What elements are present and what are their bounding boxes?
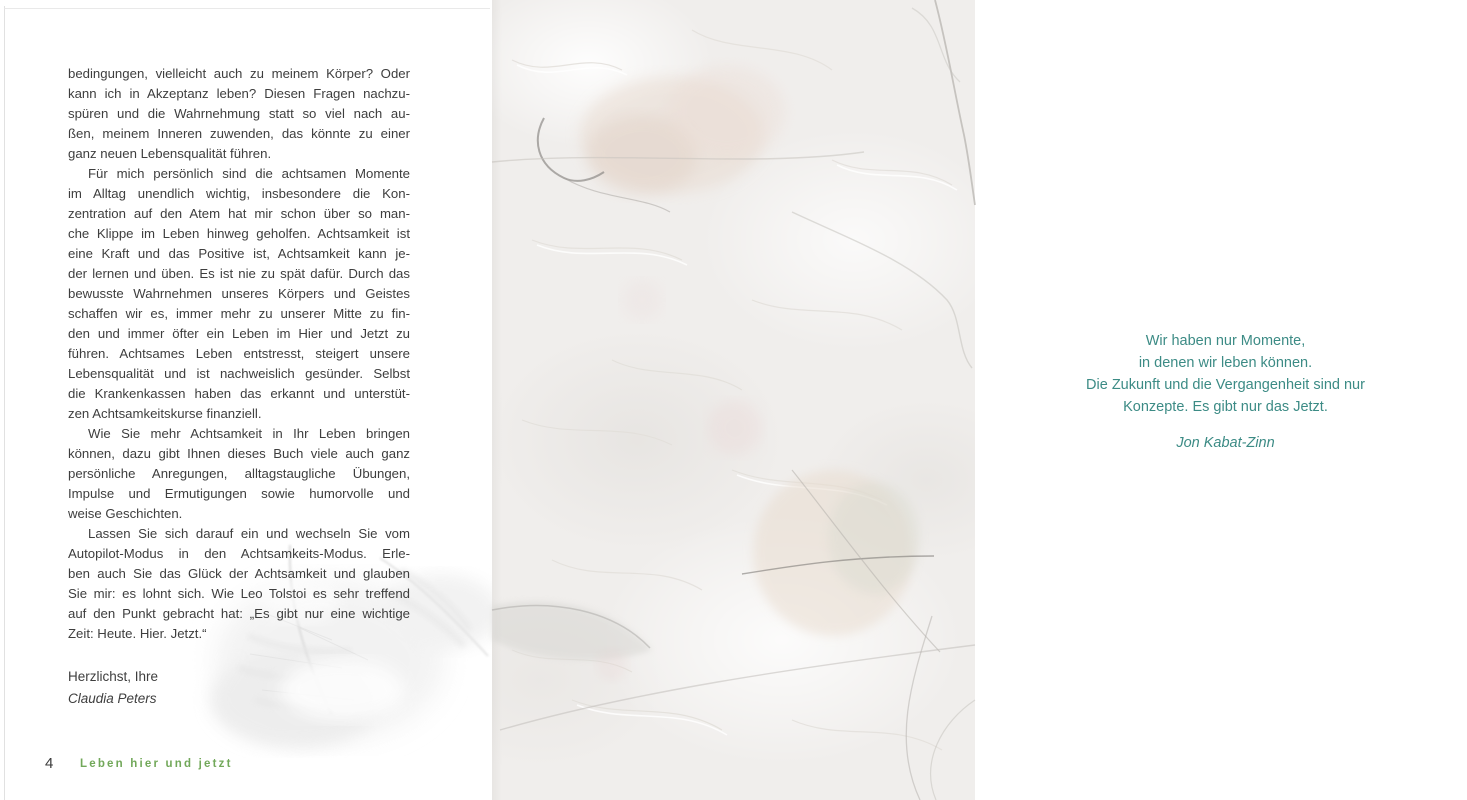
body-text-line: Impulse und Ermutigungen sowie humorvolle und bbox=[68, 486, 410, 501]
body-text-line: Lebensqualität und ist nachweislich gesünder. Selbst bbox=[68, 366, 410, 381]
chapter-title: Leben hier und jetzt bbox=[80, 758, 233, 770]
quote-line: Wir haben nur Momente, bbox=[1145, 333, 1306, 349]
body-text-line: Sie mir: es lohnt sich. Wie Leo Tolstoi es sehr treffend bbox=[68, 586, 410, 601]
body-text-line: den und immer öfter ein Leben im Hier und Jetzt zu bbox=[68, 326, 410, 341]
body-text-line: persönliche Anregungen, alltagstaugliche Übungen, bbox=[68, 466, 410, 481]
body-text-line: können, dazu gibt Ihnen dieses Buch viele auch ganz bbox=[68, 446, 410, 461]
quote-line: Die Zukunft und die Vergangenheit sind nur bbox=[1086, 377, 1365, 393]
body-text-line: ßen, meinem Inneren zuwenden, das könnte zu einer bbox=[68, 126, 410, 141]
page-footer bbox=[0, 755, 492, 779]
body-text-line: Zeit: Heute. Hier. Jetzt.“ bbox=[68, 626, 207, 641]
body-text-line: che Klippe im Leben hinweg geholfen. Achtsamkeit ist bbox=[68, 226, 410, 241]
quote-line: in denen wir leben können. bbox=[1138, 355, 1313, 371]
body-text-line: auf den Punkt gebracht hat: „Es gibt nur eine wichtige bbox=[68, 606, 410, 621]
body-text-line: Wie Sie mehr Achtsamkeit in Ihr Leben bringen bbox=[88, 426, 410, 441]
left-page bbox=[0, 0, 492, 800]
body-text-line: die Krankenkassen haben das erkannt und unterstüt- bbox=[68, 386, 410, 401]
body-text-line: im Alltag unendlich wichtig, insbesondere die Kon- bbox=[68, 186, 410, 201]
body-text-line: weise Geschichten. bbox=[68, 506, 183, 521]
quote-line: Konzepte. Es gibt nur das Jetzt. bbox=[1123, 399, 1328, 415]
page-gutter-shadow bbox=[492, 0, 502, 800]
body-text-line: bewusste Wahrnehmen unseres Körpers und Geistes bbox=[68, 286, 410, 301]
quote-text bbox=[984, 330, 1467, 418]
quote-block bbox=[984, 330, 1467, 454]
right-page bbox=[492, 0, 1365, 800]
body-text-line: bedingungen, vielleicht auch zu meinem Körper? Oder bbox=[68, 66, 410, 81]
author-signature: Claudia Peters bbox=[68, 691, 157, 706]
body-text bbox=[68, 64, 410, 644]
body-text-line: eine Kraft und das Positive ist, Achtsamkeit kann je- bbox=[68, 246, 410, 261]
body-text-line: der lernen und üben. Es ist nie zu spät dafür. Durch das bbox=[68, 266, 410, 281]
pressed-petal-bottom bbox=[753, 470, 920, 636]
body-text-line: ganz neuen Lebensqualität führen. bbox=[68, 146, 272, 161]
body-text-line: Für mich persönlich sind die achtsamen Momente bbox=[88, 166, 410, 181]
pressed-petal-top bbox=[580, 66, 785, 195]
body-text-line: zen Achtsamkeitskurse finanziell. bbox=[68, 406, 262, 421]
closing-salutation: Herzlichst, Ihre bbox=[68, 669, 159, 684]
body-text-line: zentration auf den Atem hat mir schon über so man- bbox=[68, 206, 410, 221]
body-text-line: führen. Achtsames Leben entstresst, steigert unsere bbox=[68, 346, 410, 361]
body-text-line: schaffen wir es, immer mehr zu unserer Mitte zu fin- bbox=[68, 306, 410, 321]
body-text-line: ben auch Sie das Glück der Achtsamkeit und glauben bbox=[68, 566, 410, 581]
paper-texture-decoration bbox=[492, 0, 975, 800]
page-number: 4 bbox=[45, 755, 54, 772]
body-text-line: kann ich in Akzeptanz leben? Diesen Fragen nachzu- bbox=[68, 86, 410, 101]
quote-attribution: Jon Kabat-Zinn bbox=[1176, 435, 1275, 451]
body-text-line: Lassen Sie sich darauf ein und wechseln Sie vom bbox=[88, 526, 410, 541]
body-text-line: Autopilot-Modus in den Achtsamkeits-Modus. Erle- bbox=[68, 546, 410, 561]
closing-block bbox=[68, 666, 158, 710]
body-text-line: spüren und die Wahrnehmung statt so viel nach au- bbox=[68, 106, 410, 121]
